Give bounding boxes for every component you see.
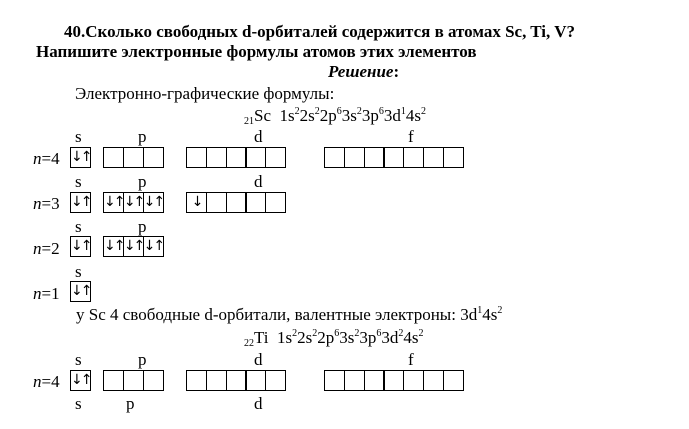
sc-n2-p-label: p xyxy=(138,217,147,236)
sc-n4-s-label: s xyxy=(75,127,82,146)
sc-n1-s-label: s xyxy=(75,262,82,281)
sc-n4-p-label: p xyxy=(138,127,147,146)
sc-formula-orbital-5: 3d xyxy=(383,106,401,125)
ti-formula-orbital-6: 4s xyxy=(403,328,419,347)
sc-n3-d-orbitals xyxy=(186,192,285,213)
sc-conclusion: у Sc 4 свободные d-орбитали, валентные электроны: $3d^14s^2$ xyxy=(76,305,503,324)
sc-n4-d-cell-1 xyxy=(186,147,207,168)
ti-n4-d-cell-3 xyxy=(226,370,247,391)
sc-formula-symbol: Sc xyxy=(254,106,280,125)
sc-n3-p-cell-3: ↓↑ xyxy=(143,192,164,213)
sc-n3-d-cell-2 xyxy=(206,192,227,213)
ti-electron-formula xyxy=(244,328,424,348)
ti-n4-f-cell-4 xyxy=(383,370,404,391)
ti-formula-symbol: Ti xyxy=(254,328,278,347)
ti-n4-f-cell-7 xyxy=(443,370,464,391)
ti-n4-d-cell-5 xyxy=(265,370,286,391)
ti-n4-s-label: s xyxy=(75,350,82,369)
sc-n4-f-label: f xyxy=(408,127,414,146)
ti-n4-d-cell-1 xyxy=(186,370,207,391)
ti-n3-s-label: s xyxy=(75,394,82,413)
sc-n2-p-cell-3: ↓↑ xyxy=(143,236,164,257)
sc-n4-f-cell-4 xyxy=(383,147,404,168)
ti-n4-f-label: f xyxy=(408,350,414,369)
sc-n4-s-orbitals xyxy=(70,147,90,168)
sc-level-n2-label: n=2 xyxy=(33,239,60,258)
solution-colon: : xyxy=(393,62,400,81)
sc-n4-p-cell-1 xyxy=(103,147,124,168)
ti-n4-f-cell-6 xyxy=(423,370,444,391)
sc-formula-orbital-2: 2p xyxy=(319,106,337,125)
ti-formula-orbital-5: 3d xyxy=(381,328,399,347)
sc-n4-f-cell-7 xyxy=(443,147,464,168)
sc-n3-d-cell-5 xyxy=(265,192,286,213)
sc-n4-p-cell-3 xyxy=(143,147,164,168)
sc-n4-f-cell-2 xyxy=(344,147,365,168)
ti-n4-d-cell-2 xyxy=(206,370,227,391)
ti-n4-f-orbitals xyxy=(324,370,463,391)
ti-n4-d-label: d xyxy=(254,350,263,369)
ti-n4-d-cell-4 xyxy=(245,370,266,391)
sc-formula-electrons-3: 2 xyxy=(356,106,362,117)
ti-formula-atomic-number: 22 xyxy=(244,338,254,349)
sc-n4-s-cell-1: ↓↑ xyxy=(70,147,91,168)
ti-n4-f-cell-3 xyxy=(364,370,385,391)
ti-n4-f-cell-5 xyxy=(403,370,424,391)
ti-formula-orbital-4: 3p xyxy=(359,328,377,347)
ti-formula-electrons-6: 2 xyxy=(418,328,424,339)
sc-formula-orbital-6: 4s xyxy=(405,106,421,125)
ti-formula-orbital-3: 3s xyxy=(339,328,355,347)
ti-formula-electrons-5: 2 xyxy=(398,328,404,339)
sc-formula-electrons-1: 2 xyxy=(314,106,320,117)
sc-n2-s-cell-1: ↓↑ xyxy=(70,236,91,257)
ti-n4-p-cell-3 xyxy=(143,370,164,391)
ti-n3-d-label: d xyxy=(254,394,263,413)
task-title-line2: Напишите электронные формулы атомов этих элементов xyxy=(36,42,477,61)
sc-formula-electrons-2: 6 xyxy=(336,106,342,117)
sc-n4-d-cell-4 xyxy=(245,147,266,168)
sc-n3-s-orbitals xyxy=(70,192,90,213)
sc-n3-p-orbitals xyxy=(103,192,162,213)
sc-n3-p-cell-2: ↓↑ xyxy=(123,192,144,213)
ti-n4-f-cell-1 xyxy=(324,370,345,391)
sc-n4-f-cell-1 xyxy=(324,147,345,168)
sc-n2-s-orbitals xyxy=(70,236,90,257)
sc-level-n4-label: n=4 xyxy=(33,149,60,168)
solution-label: Решение xyxy=(328,62,394,81)
sc-n2-p-cell-1: ↓↑ xyxy=(103,236,124,257)
sc-n4-d-cell-2 xyxy=(206,147,227,168)
sc-n4-f-orbitals xyxy=(324,147,463,168)
ti-n4-s-orbitals xyxy=(70,370,90,391)
sc-n4-d-label: d xyxy=(254,127,263,146)
sc-electron-formula xyxy=(244,106,426,126)
sc-level-n3-label: n=3 xyxy=(33,194,60,213)
sc-n4-p-orbitals xyxy=(103,147,162,168)
ti-n3-p-label: p xyxy=(126,394,135,413)
sc-level-n1-label: n=1 xyxy=(33,284,60,303)
sc-n2-s-label: s xyxy=(75,217,82,236)
sc-formula-orbital-3: 3s xyxy=(341,106,357,125)
graphic-formulas-label: Электронно-графические формулы: xyxy=(75,84,335,103)
sc-n4-p-cell-2 xyxy=(123,147,144,168)
sc-n3-d-cell-4 xyxy=(245,192,266,213)
sc-n3-d-cell-3 xyxy=(226,192,247,213)
sc-n4-f-cell-5 xyxy=(403,147,424,168)
ti-n4-p-label: p xyxy=(138,350,147,369)
sc-formula-orbital-0: 1s xyxy=(279,106,295,125)
sc-n4-d-cell-3 xyxy=(226,147,247,168)
sc-n4-f-cell-6 xyxy=(423,147,444,168)
sc-formula-electrons-6: 2 xyxy=(421,106,426,117)
sc-n3-s-cell-1: ↓↑ xyxy=(70,192,91,213)
sc-formula-electrons-5: 1 xyxy=(400,106,406,117)
ti-formula-electrons-3: 2 xyxy=(354,328,360,339)
ti-formula-electrons-1: 2 xyxy=(312,328,318,339)
sc-n3-d-cell-1: ↓ xyxy=(186,192,207,213)
sc-n4-d-cell-5 xyxy=(265,147,286,168)
ti-n4-d-orbitals xyxy=(186,370,285,391)
sc-n3-p-cell-1: ↓↑ xyxy=(103,192,124,213)
sc-formula-electrons-4: 6 xyxy=(378,106,384,117)
sc-n3-p-label: p xyxy=(138,172,147,191)
ti-n4-f-cell-2 xyxy=(344,370,365,391)
sc-n2-p-cell-2: ↓↑ xyxy=(123,236,144,257)
sc-formula-orbital-1: 2s xyxy=(299,106,315,125)
sc-n3-s-label: s xyxy=(75,172,82,191)
ti-formula-orbital-0: 1s xyxy=(277,328,293,347)
sc-n3-d-label: d xyxy=(254,172,263,191)
task-title-line1: 40.Сколько свободных d-орбиталей содержится в атомах Sc, Ti, V? xyxy=(64,22,575,41)
ti-formula-electrons-2: 6 xyxy=(334,328,340,339)
ti-n4-p-orbitals xyxy=(103,370,162,391)
sc-formula-orbital-4: 3p xyxy=(361,106,379,125)
ti-formula-electrons-0: 2 xyxy=(292,328,298,339)
sc-n2-p-orbitals xyxy=(103,236,162,257)
ti-formula-orbital-2: 2p xyxy=(317,328,335,347)
solution-heading xyxy=(328,62,399,82)
sc-formula-electrons-0: 2 xyxy=(294,106,300,117)
sc-n4-f-cell-3 xyxy=(364,147,385,168)
ti-n4-s-cell-1: ↓↑ xyxy=(70,370,91,391)
sc-formula-atomic-number: 21 xyxy=(244,116,254,127)
ti-level-n4-label: n=4 xyxy=(33,372,60,391)
ti-formula-electrons-4: 6 xyxy=(376,328,382,339)
ti-n4-p-cell-1 xyxy=(103,370,124,391)
sc-n1-s-cell-1: ↓↑ xyxy=(70,281,91,302)
ti-n4-p-cell-2 xyxy=(123,370,144,391)
ti-formula-orbital-1: 2s xyxy=(297,328,313,347)
sc-n4-d-orbitals xyxy=(186,147,285,168)
sc-n1-s-orbitals xyxy=(70,281,90,302)
